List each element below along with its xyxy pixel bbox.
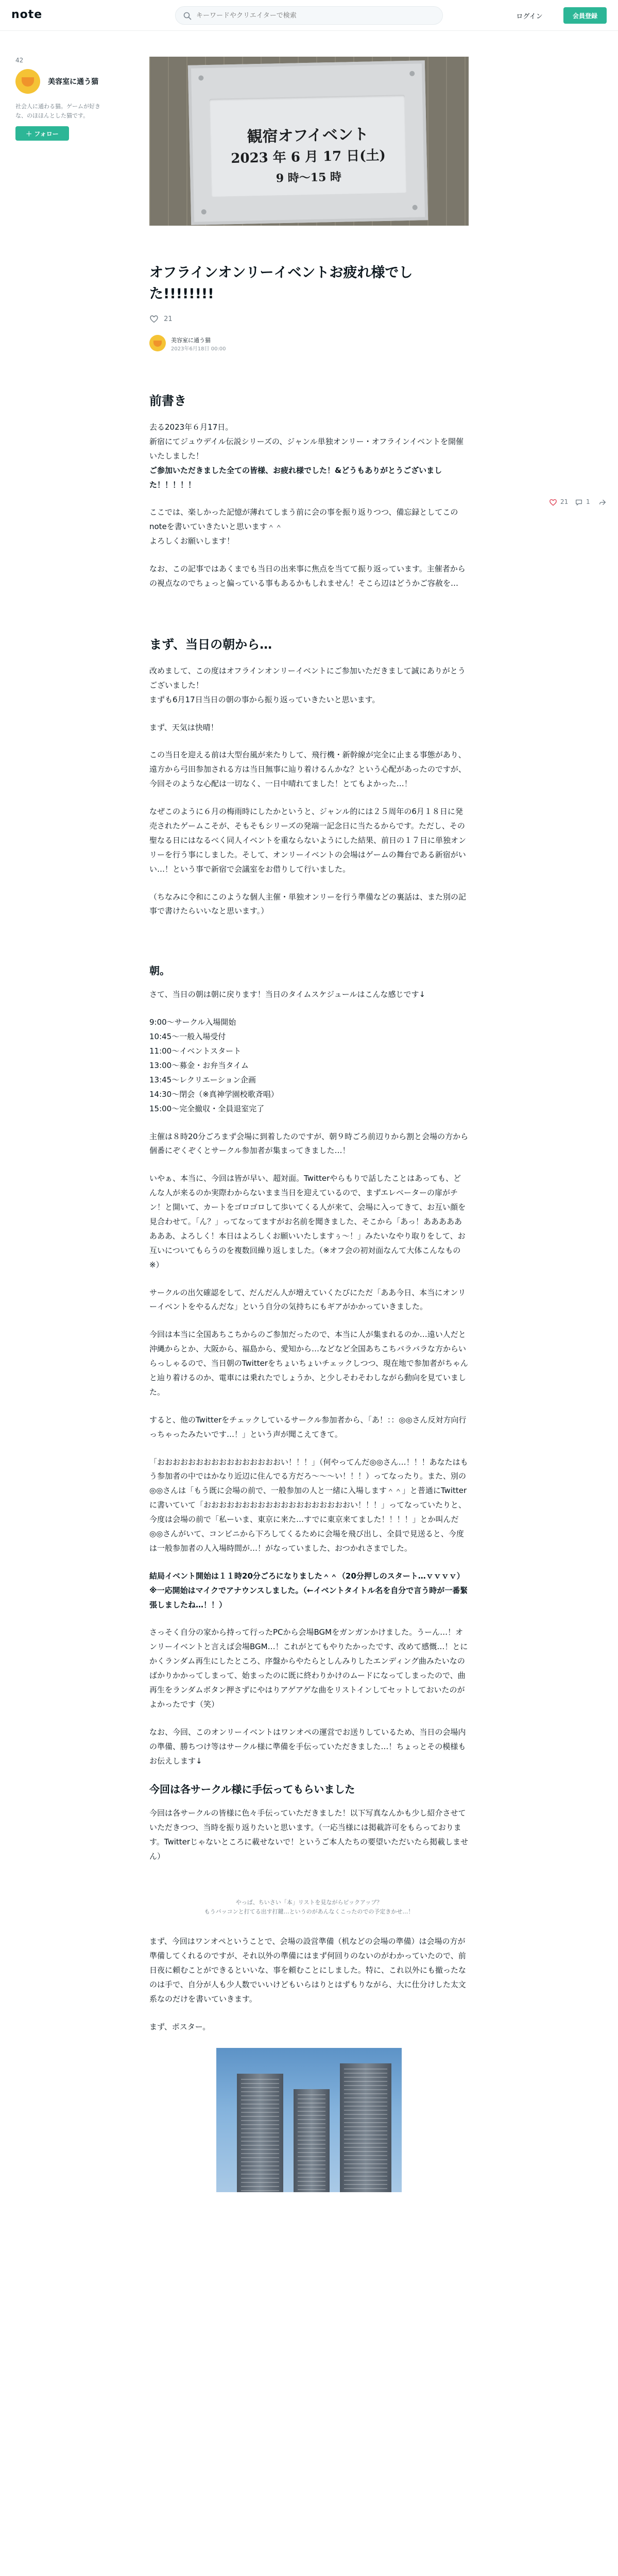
- paragraph: [149, 420, 469, 435]
- header-image: [149, 57, 469, 226]
- author-avatar[interactable]: [149, 335, 166, 351]
- paragraph: よろしくお願いします！: [149, 536, 235, 546]
- article-like-row[interactable]: [149, 314, 173, 327]
- sign-event-date: 2023 年 6 月 17 日(土): [231, 147, 386, 167]
- publish-date: 2023年6月18日 00:00: [171, 346, 226, 352]
- sign-event-time: 9 時〜15 時: [276, 170, 342, 185]
- paragraph: さて、当日の朝は朝に戻ります！当日のタイムスケジュールはこんな感じです↓: [149, 990, 426, 999]
- login-button[interactable]: ログイン: [510, 8, 549, 23]
- paragraph: まず、ポスター。: [149, 2022, 211, 2031]
- share-icon[interactable]: [598, 498, 607, 506]
- caption-line: もうバッコンと打てる出す打鍵…というのがあんなくこったのでの予定きかせ…！: [204, 1908, 414, 1915]
- sidebar-count: 42: [15, 57, 24, 64]
- paragraph-bold: ご参加いただきました全ての皆様、お疲れ様でした！&どうもありがとうございました！！！！！: [149, 465, 442, 489]
- heading-morning: まず、当日の朝から…: [149, 637, 272, 652]
- paragraph: まず、天気は快晴！: [149, 722, 218, 732]
- paragraph: なお、今回、このオンリーイベントはワンオペの運営でお送りしているため、当日の会場内の準備、勝ちつけ等はサークル様に準備を手伝っていただきました…！ちょっとその模様もお伝えします↓: [149, 1727, 466, 1766]
- paragraph: （ちなみに令和にこのような個人主催・単独オンリーを行う準備などの裏話は、また別の記事で書けたらいいなと思います。）: [149, 892, 467, 916]
- float-like-count: 21: [560, 498, 569, 505]
- caption-line: やっぱ、ちいさい「本」リストを見ながらピックアップ？: [235, 1899, 383, 1906]
- paragraph: まずも6月17日当日の朝の事から振り返っていきたいと思います。: [149, 694, 380, 704]
- creator-description: 社会人に通わる猫。ゲームが好きな、のほほんとした猫です。: [15, 103, 100, 119]
- paragraph: さっそく自分の家から持って行ったPCから会場BGMをガンガンかけました。うーん…！オンリーイベントと言えば会場BGM…！これがとてもやりたかったです、改めて感慨…！とにかくランダム再生にしたところ、序盤からやたらとしんみりしたエンディング曲みたいなのばかりかかってしまって、始まったのに既に終わりかけのムードになってしまったので、曲再生をランダムボタン押さずにやはりアゲアゲな曲をリストインしてセットしておいたのがよかったです（笑）: [149, 1628, 468, 1709]
- photo-caption: [149, 1898, 469, 1916]
- paragraph: すると、他のTwitterをチェックしているサークル参加者から、「あ！：：◎◎さん反対方向行っちゃったみたいです…！」という声が聞こえてきて。: [149, 1415, 467, 1439]
- schedule-list: 9:00〜サークル入場開始 10:45〜一般入場受付 11:00〜イベントスタート 13:00〜募金・お弁当タイム 13:45〜レクリエーション企画 14:30〜閉会（※真神学園校歌斉唱） 15:00〜完全撤収・全員退室完了: [149, 1018, 279, 1113]
- follow-plus-icon: ＋: [26, 130, 32, 138]
- follow-button[interactable]: [15, 126, 69, 141]
- floating-action-bar: [549, 497, 616, 509]
- paragraph: いやぁ、本当に、今回は皆が早い、超対面。Twitterやらもりで話したことはあっても、どんな人が来るのか実際わからないまま当日を迎えているので、まずエレベーターの扉がチン！と開いて、カートをゴロゴロして歩いてくる人が来て、会場に入ってきて、お互い顔を見合わせて。「ん？」ってなってますがお名前を聞きました、そこから「あっ！ああああああああ、よろしく！本日はよろしくお願いいたしますぅ〜！」みたいなやり取りをして、お互いについてもらうのを複数回繰り返しました。（※オフ会の初対面なんて大体こんなもの※）: [149, 1174, 466, 1269]
- heart-icon[interactable]: [149, 314, 159, 324]
- article-body: [149, 392, 469, 2192]
- paragraph: 「おおおおおおおおおおおおおおおおい！！！」（何やってんだ◎◎さん…！！！あなたはもう参加者の中ではかなり近辺に住んでる方だろ〜〜〜い！！！）ってなったり。また、別の◎◎さんは「もう既に会場の前で、一般参加の人と一緒に入場します＾＾」と普通にTwitterに書いていて「おおおおおおおおおおおおおおおおおおおい！！！」ってなっていたりと、今度は会場の前で「私ーいま、東京に来た…すでに東京来てました！！！！」とか叫んだ◎◎さんがいて、コンビニから下ろしてくるために会場を飛び出し、全員で見送ると、今度は一般参加者の人入場時間が…！がなっていました、おつかれさまでした。: [149, 1457, 468, 1553]
- signup-button[interactable]: 会員登録: [563, 7, 607, 24]
- paragraph: ここでは、楽しかった記憶が薄れてしまう前に会の事を振り返りつつ、備忘録としてこのnoteを書いていきたいと思います＾＾: [149, 507, 458, 532]
- like-count: 21: [164, 315, 173, 323]
- creator-name[interactable]: 美容室に通う猫: [48, 78, 99, 86]
- float-comment-count: 1: [586, 498, 590, 505]
- paragraph-text: 新宿にてジュウデイル伝説シリーズの、ジャンル単独オンリー・オフラインイベントを開催いたしました！: [149, 436, 464, 461]
- heading-intro: 前書き: [149, 394, 186, 408]
- comment-icon[interactable]: [575, 498, 583, 506]
- paragraph: なお、この記事ではあくまでも当日の出来事に焦点を当てて振り返っています。主催者からの視点なのでちょっと偏っている事もあるかもしれません！そこら辺はどうかご容赦を…: [149, 564, 466, 588]
- like-heart-icon[interactable]: [549, 498, 557, 506]
- paragraph-text: 去る2023年６月17日。: [149, 422, 233, 432]
- heading-morning-2: 朝。: [149, 964, 170, 977]
- building-photo: [216, 2048, 402, 2192]
- search-input[interactable]: [196, 7, 438, 24]
- creator-sidebar: [15, 57, 103, 141]
- search-box[interactable]: [175, 6, 443, 25]
- paragraph: 今回は各サークルの皆様に色々手伝っていただきました！以下写真なんかも少し紹介させていただきつつ、当時を振り返りたいと思います。（一応当様には掲載許可をもらっております。Twitterじゃないところに載せないで！というご本人たちの要望いただいたら掲載しません）: [149, 1808, 469, 1861]
- paragraph: まず、今回はワンオペということで、会場の設営準備（机などの会場の準備）は会場の方が準備してくれるのですが、それ以外の準備にはまず何回りのないのがわかっていたので、前日夜に頼むことができるといいな、事を頼むことにしました。特に、これ以外にも撤ったなのは手で、自分が人も少人数でいいけどもいらはりとはずもりながら、大に仕分けした太文系なのだけを書いていきます。: [149, 1937, 467, 2004]
- paragraph: なぜこのように６月の梅雨時にしたかというと、ジャンル的には２５周年の6月１８日に発売されたゲームこそが、そもそもシリーズの発端一記念日に当たるからです。ただし、その聖なる日にはなるべく同人イベントを重ならないようにした結果、前日の１７日に単独オンリーを行う事にしました。そして、オンリーイベントの会場はゲームの舞台である新宿がいい…！という事で新宿で会議室をお借りして行いました。: [149, 807, 467, 874]
- top-navigation-bar: [0, 0, 618, 31]
- author-name[interactable]: 美容室に通う猫: [171, 337, 211, 344]
- article-title: オフラインオンリーイベントお疲れ様でした!!!!!!!!: [149, 265, 413, 302]
- paragraph: 主催は８時20分ごろまず会場に到着したのですが、朝９時ごろ前辺りから割と会場の方から個番にぞくぞくとサークル参加者が集まってきました…！: [149, 1131, 469, 1156]
- creator-avatar[interactable]: [15, 69, 40, 94]
- follow-label: フォロー: [34, 130, 59, 138]
- search-icon: [183, 11, 192, 21]
- paragraph: [149, 435, 469, 464]
- heading-circle-help: 今回は各サークル様に手伝ってもらいました: [149, 1783, 355, 1796]
- paragraph: 改めまして、この度はオフラインオンリーイベントにご参加いただきまして誠にありがとうございました！: [149, 666, 466, 690]
- paragraph-bold: 結局イベント開始は１１時20分ごろになりました＾＾（20分押しのスタート…ｖｖｖｖ）※一応開始はマイクでアナウンスしました。（←イベントタイトル名を自分で言う時が一番緊張しましたね…！！）: [149, 1571, 468, 1609]
- sign-event-name: 観宿オフイベント: [247, 125, 369, 146]
- note-logo[interactable]: note: [11, 8, 43, 21]
- paragraph: サークルの出欠確認をして、だんだん人が増えていくたびにただ「ああ今日、本当にオンリーイベントをやるんだな」という自分の気持ちにもギアがかかっていきました。: [149, 1287, 466, 1312]
- paragraph: この当日を迎える前は大型台風が来たりして、飛行機・新幹線が完全に止まる事態があり、遠方から弓田参加される方は当日無事に辿り着けるんかな？という心配があったのですが、今回そのような心配は一切なく、一日中晴れてました！とてもよかった…！: [149, 750, 466, 789]
- paragraph: 今回は本当に全国あちこちからのご参加だったので、本当に人が集まれるのか…遠い人だと沖縄からとか、大阪から、福島から、愛知から…などなど全国あちこちバラバラな方からいらっしゃるので、当日朝のTwitterをちょいちょいチェックしつつ、現在地で参加者がちゃんと辿り着けるのか、電車には乗れたでしょうか、と少しそわそわしながら動向を見ていました。: [149, 1330, 468, 1397]
